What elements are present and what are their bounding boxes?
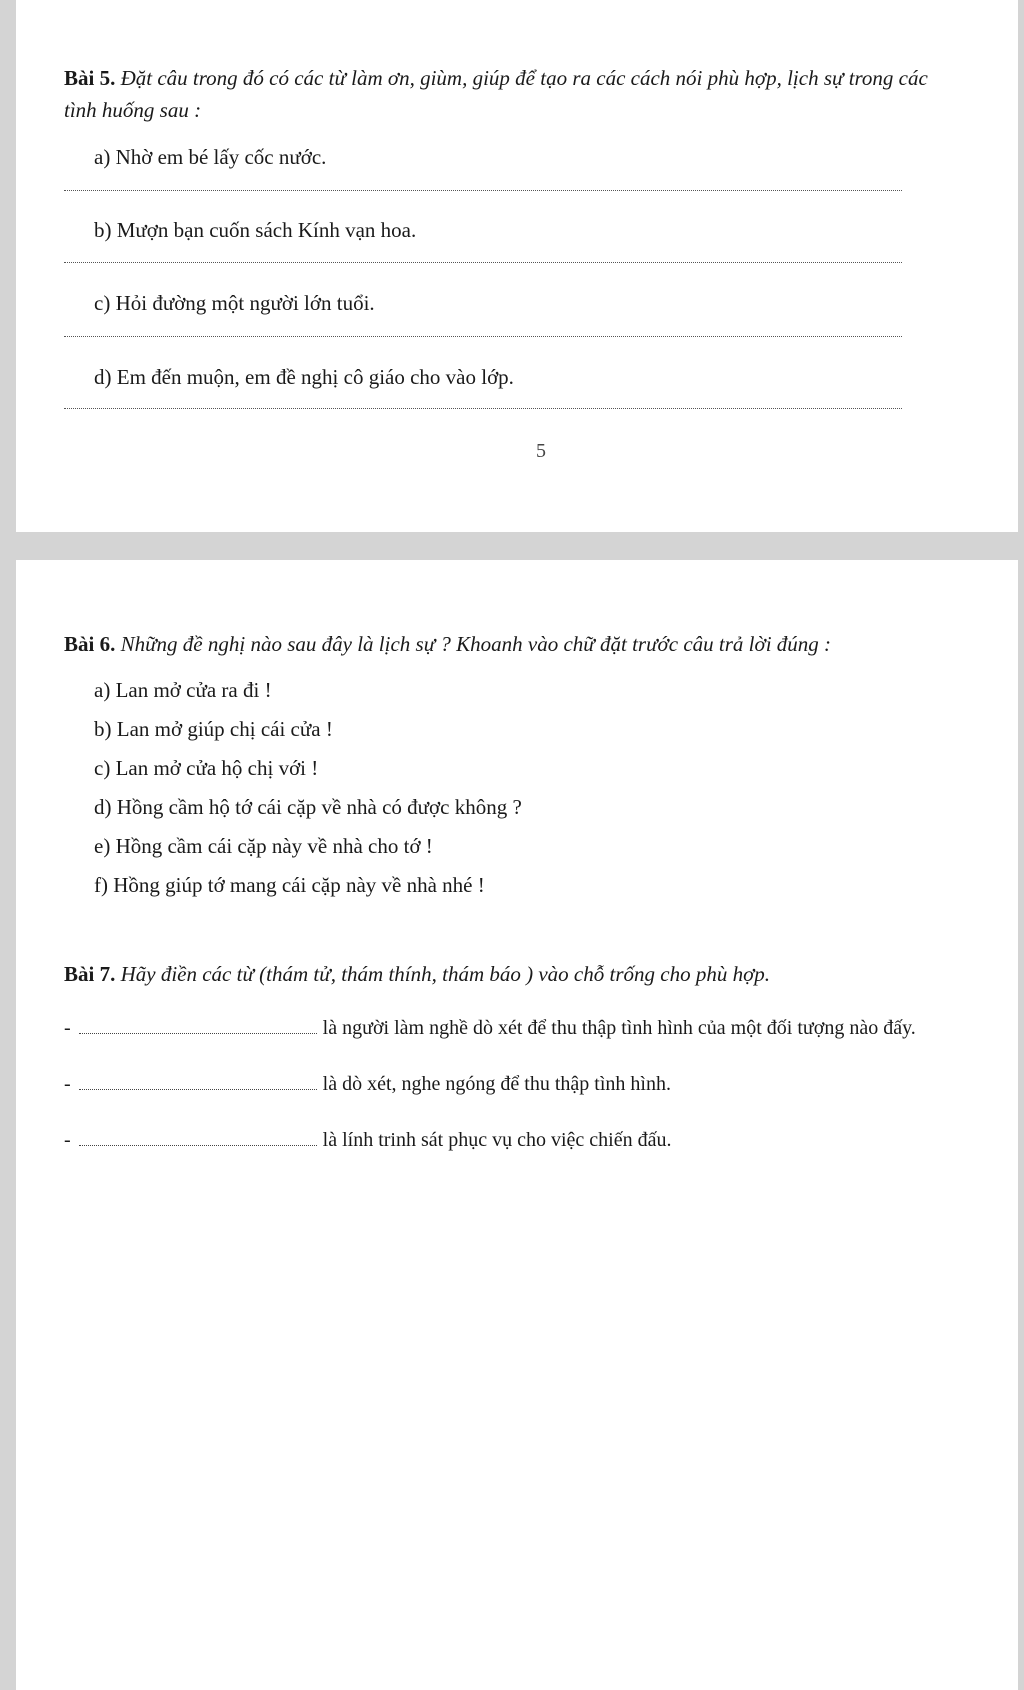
exercise-7-text-2: là dò xét, nghe ngóng để thu thập tình hình. bbox=[322, 1073, 671, 1095]
exercise-5-item-d: d) Em đến muộn, em đề nghị cô giáo cho vào lớp. bbox=[94, 365, 514, 389]
exercise-6-option-a[interactable]: a) Lan mở cửa ra đi ! bbox=[94, 678, 272, 702]
exercise-7-text-1: là người làm nghề dò xét để thu thập tình hình của một đối tượng nào đấy. bbox=[322, 1017, 916, 1039]
exercise-5-label: Bài 5. bbox=[64, 66, 116, 90]
exercise-7-text-3: là lính trinh sát phục vụ cho việc chiến đấu. bbox=[322, 1129, 672, 1151]
exercise-5-item-a: a) Nhờ em bé lấy cốc nước. bbox=[94, 145, 327, 169]
exercise-7-item-3 bbox=[64, 1129, 671, 1152]
exercise-7-label: Bài 7. bbox=[64, 962, 116, 986]
blank-input-3[interactable] bbox=[79, 1145, 317, 1146]
exercise-6-option-f[interactable]: f) Hồng giúp tớ mang cái cặp này về nhà nhé ! bbox=[94, 873, 485, 897]
exercise-5-item-c: c) Hỏi đường một người lớn tuổi. bbox=[94, 291, 375, 315]
exercise-6-option-d[interactable]: d) Hồng cầm hộ tớ cái cặp về nhà có được không ? bbox=[94, 795, 522, 819]
exercise-7-item-2 bbox=[64, 1073, 671, 1096]
exercise-6-option-e[interactable]: e) Hồng cầm cái cặp này về nhà cho tớ ! bbox=[94, 834, 433, 858]
exercise-6-option-c[interactable]: c) Lan mở cửa hộ chị với ! bbox=[94, 756, 319, 780]
document-page-2 bbox=[16, 560, 1018, 1690]
answer-line-c[interactable] bbox=[64, 336, 902, 337]
exercise-6-label: Bài 6. bbox=[64, 632, 116, 656]
exercise-6-prompt: Những đề nghị nào sau đây là lịch sự ? Khoanh vào chữ đặt trước câu trả lời đúng : bbox=[120, 632, 832, 656]
exercise-5-heading bbox=[64, 66, 928, 91]
exercise-7-dash-2: - bbox=[64, 1073, 71, 1095]
answer-line-d[interactable] bbox=[64, 408, 902, 409]
exercise-5-item-b: b) Mượn bạn cuốn sách Kính vạn hoa. bbox=[94, 218, 417, 242]
page-number: 5 bbox=[536, 440, 546, 462]
exercise-6-heading bbox=[64, 632, 831, 657]
document-page-1 bbox=[16, 0, 1018, 532]
exercise-6-option-b[interactable]: b) Lan mở giúp chị cái cửa ! bbox=[94, 717, 333, 741]
answer-line-a[interactable] bbox=[64, 190, 902, 191]
blank-input-2[interactable] bbox=[79, 1089, 317, 1090]
exercise-7-dash-1: - bbox=[64, 1017, 71, 1039]
exercise-7-prompt: Hãy điền các từ (thám tử, thám thính, thám báo ) vào chỗ trống cho phù hợp. bbox=[120, 962, 771, 986]
exercise-7-heading bbox=[64, 962, 770, 987]
exercise-7-dash-3: - bbox=[64, 1129, 71, 1151]
exercise-5-prompt-line2: tình huống sau : bbox=[64, 98, 202, 122]
answer-line-b[interactable] bbox=[64, 262, 902, 263]
exercise-7-item-1 bbox=[64, 1017, 916, 1040]
exercise-5-prompt-line1: Đặt câu trong đó có các từ làm ơn, giùm, giúp để tạo ra các cách nói phù hợp, lịch sự trong các bbox=[120, 66, 928, 90]
blank-input-1[interactable] bbox=[79, 1033, 317, 1034]
